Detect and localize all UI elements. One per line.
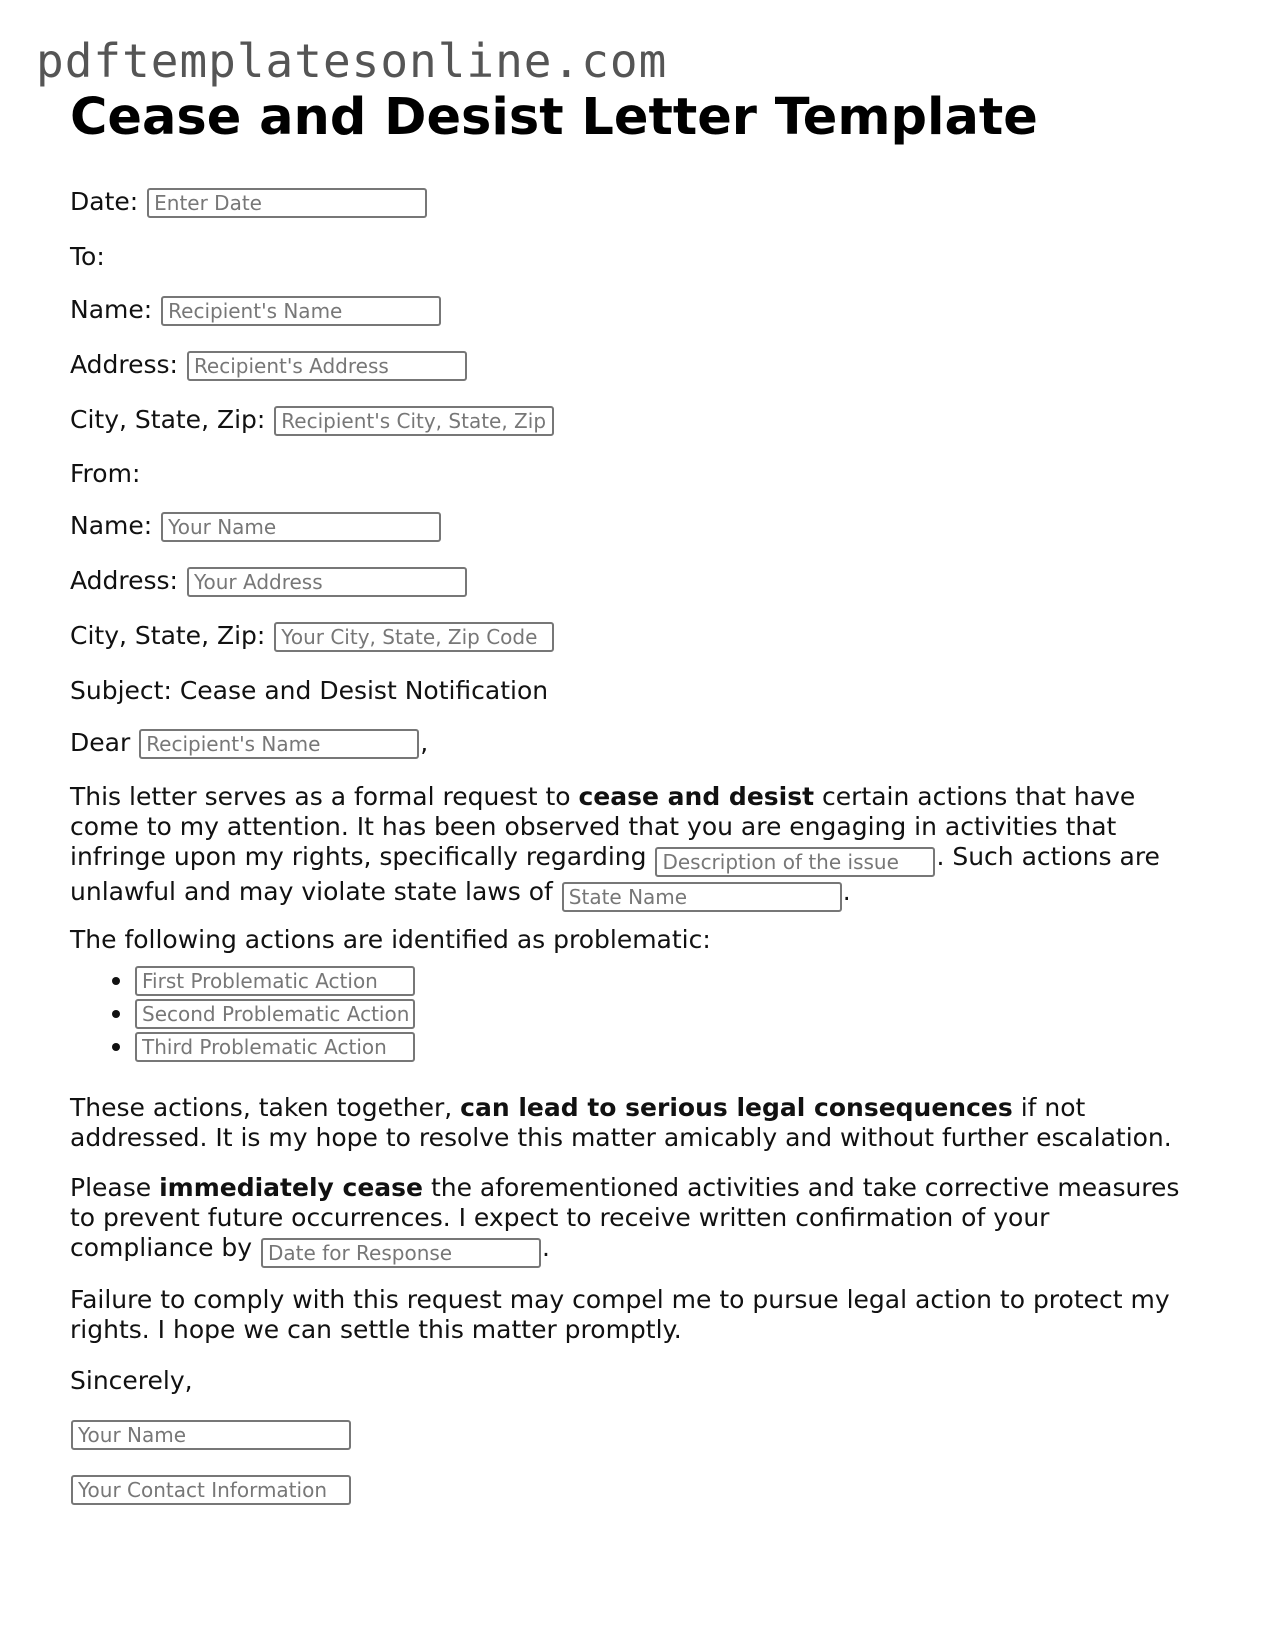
salutation-name-input[interactable] [139,729,419,759]
para3-text-3: . [542,1233,550,1262]
action-2-input[interactable] [135,999,415,1029]
date-row [70,186,428,218]
salutation-row [70,727,428,759]
sender-city-label: City, State, Zip: [70,621,266,650]
salutation-comma: , [420,728,429,757]
paragraph-consequences [70,1093,1200,1153]
para3-bold: immediately cease [159,1173,423,1202]
recipient-name-input[interactable] [161,296,441,326]
para3-text-2: the aforementioned activities and take corrective measures to prevent future occurrences. I expect to receive written confirmation of your compliance by [70,1173,1180,1262]
sender-city-row [70,620,555,652]
subject-line: Subject: Cease and Desist Notification [70,676,549,705]
action-3-input[interactable] [135,1032,415,1062]
paragraph-failure: Failure to comply with this request may compel me to pursue legal action to protect my rights. I hope we can settle this matter promptly. [70,1285,1170,1344]
list-item [134,996,416,1029]
list-item [134,963,416,996]
sender-city-input[interactable] [274,622,554,652]
para2-text-2: if not addressed. It is my hope to resolve this matter amicably and without further escalation. [70,1093,1172,1152]
para2-bold: can lead to serious legal consequences [460,1093,1013,1122]
date-input[interactable] [147,188,427,218]
signature-contact-row [70,1473,352,1505]
recipient-city-label: City, State, Zip: [70,405,266,434]
sender-name-label: Name: [70,511,153,540]
closing: Sincerely, [70,1366,193,1395]
page-title: Cease and Desist Letter Template [70,88,1038,147]
para3-text-1: Please [70,1173,160,1202]
recipient-city-input[interactable] [274,406,554,436]
paragraph-demand [70,1173,1200,1268]
paragraph-request [70,782,1200,912]
recipient-address-input[interactable] [187,351,467,381]
list-item [134,1029,416,1062]
para1-text-3: . Such actions are unlawful and may violate state laws of [70,842,1160,906]
actions-intro: The following actions are identified as problematic: [70,925,711,954]
sender-address-label: Address: [70,566,178,595]
to-label: To: [70,242,105,271]
sender-address-row [70,565,468,597]
para1-text-1: This letter serves as a formal request to [70,782,579,811]
response-date-input[interactable] [261,1238,541,1268]
action-1-input[interactable] [135,966,415,996]
recipient-address-label: Address: [70,350,178,379]
actions-list [108,963,416,1062]
state-name-input[interactable] [562,882,842,912]
para1-text-2: certain actions that have come to my attention. It has been observed that you are engaging in activities that infringe upon my rights, specifically regarding [70,782,1136,871]
para1-bold: cease and desist [578,782,815,811]
sender-address-input[interactable] [187,567,467,597]
para1-text-4: . [842,877,851,906]
signature-name-row [70,1418,352,1450]
recipient-name-label: Name: [70,295,153,324]
signature-name-input[interactable] [71,1420,351,1450]
watermark: pdftemplatesonline.com [36,34,668,88]
recipient-address-row [70,349,468,381]
issue-description-input[interactable] [655,847,935,877]
sender-name-input[interactable] [161,512,441,542]
from-label: From: [70,459,141,488]
recipient-city-row [70,404,555,436]
sender-name-row [70,510,442,542]
para2-text-1: These actions, taken together, [70,1093,461,1122]
signature-contact-input[interactable] [71,1475,351,1505]
date-label: Date: [70,187,139,216]
salutation-label: Dear [70,728,131,757]
recipient-name-row [70,294,442,326]
